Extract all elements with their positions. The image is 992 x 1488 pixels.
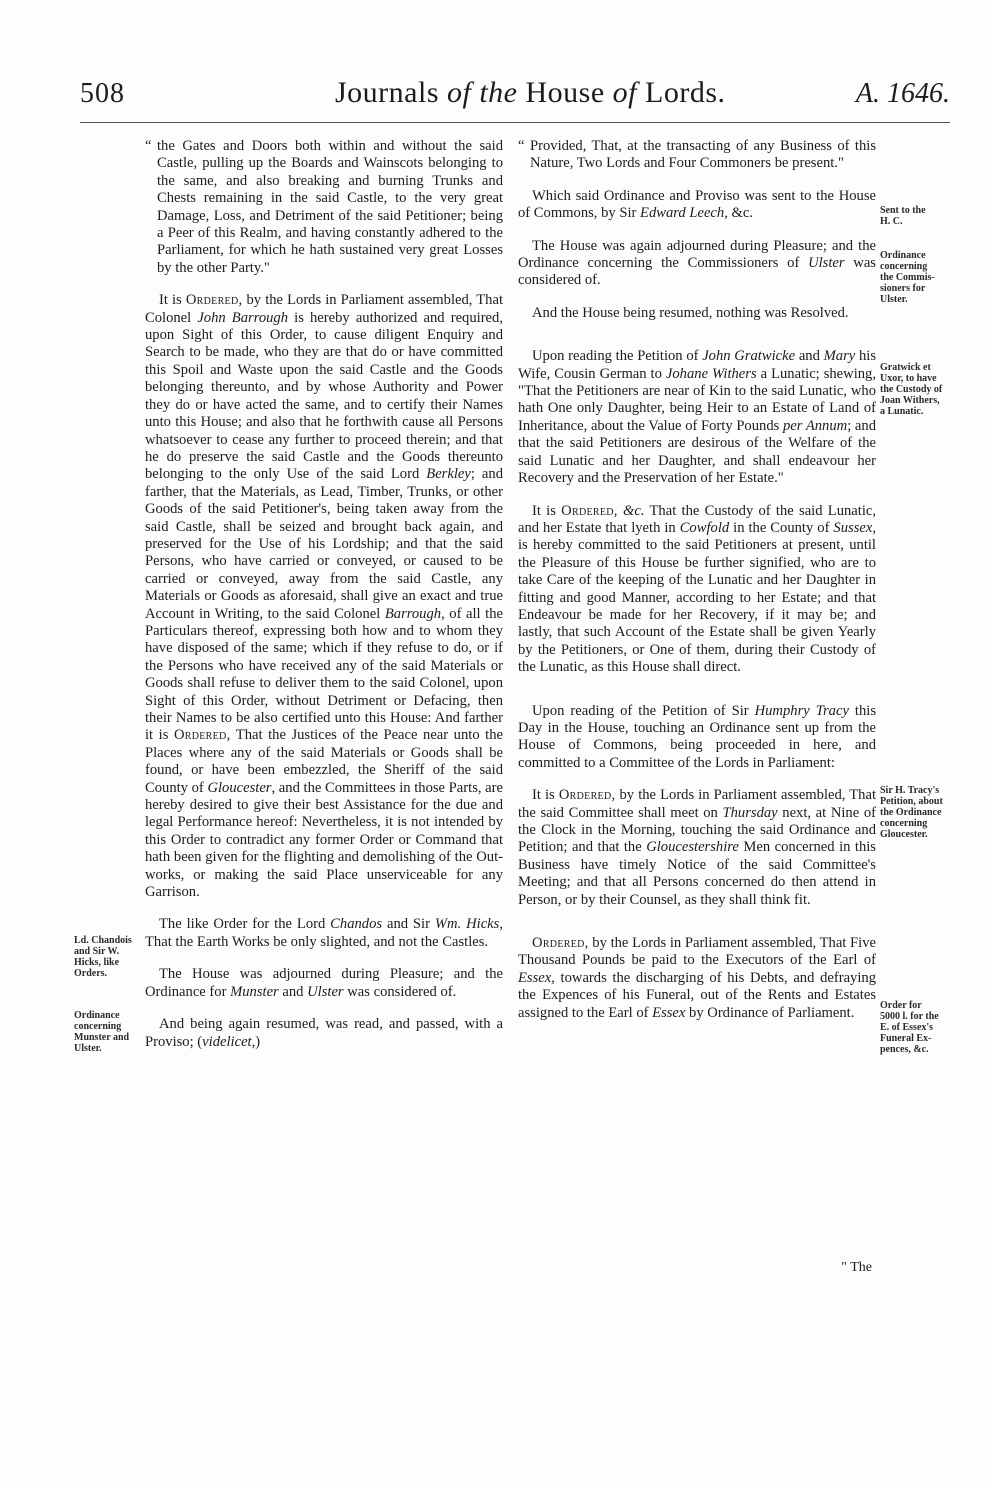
year-label: A. 1646. — [855, 78, 950, 109]
paragraph: It is Ordered, by the Lords in Parliament assembled, That the said Committee shall meet on Thursday next, at Nine of the Clock in the Morning, touching the said Ordinance and Petition; and that the Gloucestershire Men concerned in this Business have timely Notice of the said Committee's Meeting; and that all Persons concerned do then attend in Person, or by their Counsel, as they shall think fit. — [518, 787, 876, 908]
paragraph: “ Provided, That, at the transacting of any Business of this Nature, Two Lords and Four Commoners be present." — [518, 138, 876, 173]
margin-note-chandos: Ld. Chandois and Sir W. Hicks, like Orders. — [74, 935, 132, 979]
paragraph: And the House being resumed, nothing was Resolved. — [532, 304, 849, 321]
page-number: 508 — [80, 78, 125, 109]
paragraph: Upon reading of the Petition of Sir Humphry Tracy this Day in the House, touching an Ordinance sent up from the House of Commons, being proceeded in here, and committed to a Committee of the Lords in Parliament: — [518, 702, 876, 771]
paragraph: The House was adjourned during Pleasure; and the Ordinance for Munster and Ulster was considered of. — [145, 966, 503, 1000]
paragraph: It is Ordered, &c. That the Custody of the said Lunatic, and her Estate that lyeth in Cowfold in the County of Sussex, is hereby committed to the said Petitioners at present, until the Pleasure of this House be further signified, who are to take Care of the keeping of the Lunatic and her Daughter in fitting and good Manner, according to her Estate; and that Endeavour be made for her Recovery, if it may be; and lastly, that such Account of the Estate shall be given Yearly by the Petitioners, or One of them, during their Custody of the Lunatic, as this House shall direct. — [518, 502, 876, 676]
left-column — [145, 138, 503, 1066]
right-column — [518, 138, 876, 1037]
paragraph: Ordered, by the Lords in Parliament assembled, That Five Thousand Pounds be paid to the Executors of the Earl of Essex, towards the discharging of his Debts, and defraying the Expences of his Funeral, out of the Rents and Estates assigned to the Earl of Essex by Ordinance of Parliament. — [518, 935, 876, 1021]
margin-note-munster: Ordinance concerning Munster and Ulster. — [74, 1010, 130, 1054]
paragraph: The House was again adjourned during Pleasure; and the Ordinance concerning the Commissioners of Ulster was considered of. — [518, 237, 876, 289]
margin-note-ulster: Ordinance concerning the Commis- sioners for Ulster. — [880, 250, 935, 305]
catchword: " The — [841, 1260, 872, 1275]
margin-note-gratwick: Gratwick et Uxor, to have the Custody of Joan Withers, a Lunatic. — [880, 362, 943, 417]
margin-note-tracy: Sir H. Tracy's Petition, about the Ordinance concerning Gloucester. — [880, 785, 943, 840]
running-header — [80, 70, 950, 120]
header-rule — [80, 122, 950, 123]
paragraph: It is Ordered, by the Lords in Parliament assembled, That Colonel John Barrough is hereby authorized and required, upon Sight of this Order, to cause diligent Enquiry and Search to be made, who they are that do or have committed this Spoil and Waste upon the said Castle and the Goods belonging thereunto, and by whose Authority and Power they do or have acted the same, and to certify their Names unto this House; and also that he forthwith cause all Persons whatsoever to cease any further to proceed therein; and that he do preserve the said Castle and the Goods thereunto belonging to the only Use of the said Lord Berkley; and farther, that the Materials, as Lead, Timber, Trunks, or other Goods of the said Petitioner's, being taken away from the said Castle, shall be seized and brought back again, and preserved for the Use of his Lordship; and that the said Persons, who have carried or conveyed, or caused to be carried or conveyed, away from the said Castle, any Materials or Goods as aforesaid, shall give an exact and true Account in Writing, to the said Colonel Barrough, of all the Particulars thereof, expressing both how and to whom they have disposed of the same; which if they refuse to do, or if the Persons who have received any of the said Materials or Goods shall refuse to deliver them to the said Colonel, upon Sight of this Order, without Detriment or Defacing, then their Names to be also certified unto this House: And farther it is Ordered, That the Justices of the Peace near unto the Places where any of the said Materials or Goods shall be found, or have been embezzled, the Sheriff of the said County of Gloucester, and the Committees in those Parts, are hereby desired to give their best Assistance for the due and legal Performance hereof: Nevertheless, it is not intended by this Order to contradict any former Order or Command that hath been given for the flighting and demolishing of the Out-works, or making the said Place unserviceable for any Garrison. — [145, 292, 504, 901]
paragraph: Upon reading the Petition of John Gratwicke and Mary his Wife, Cousin German to Johane Withers a Lunatic; shewing, "That the Petitioners are near of Kin to the said Lunatic, who hath One only Daughter, being Heir to an Estate of Land of Inheritance, about the Value of Forty Pounds per Annum; and that the said Petitioners are desirous of the Welfare of the said Lunatic and her Daughter, and shall endeavour her Recovery and the Preservation of her Estate." — [518, 348, 877, 487]
margin-note-essex: Order for 5000 l. for the E. of Essex's Funeral Ex- pences, &c. — [880, 1000, 939, 1055]
paragraph: The like Order for the Lord Chandos and Sir Wm. Hicks, That the Earth Works be only slighted, and not the Castles. — [145, 916, 503, 950]
page-title: Journals of the House of Lords. — [335, 76, 726, 109]
paragraph: Which said Ordinance and Proviso was sent to the House of Commons, by Sir Edward Leech, &c. — [518, 187, 876, 222]
margin-note-sent: Sent to the H. C. — [880, 205, 926, 227]
paragraph: And being again resumed, was read, and passed, with a Proviso; (videlicet,) — [145, 1016, 503, 1050]
paragraph: “ the Gates and Doors both within and without the said Castle, pulling up the Boards and Wainscots belonging to the same, and also breaking and burning Trunks and Chests remaining in the said Castle, to the very great Damage, Loss, and Detriment of the said Petitioner; being a Peer of this Realm, and having constantly adhered to the Parliament, for which he hath sustained very great Losses by the other Party." — [145, 138, 503, 277]
